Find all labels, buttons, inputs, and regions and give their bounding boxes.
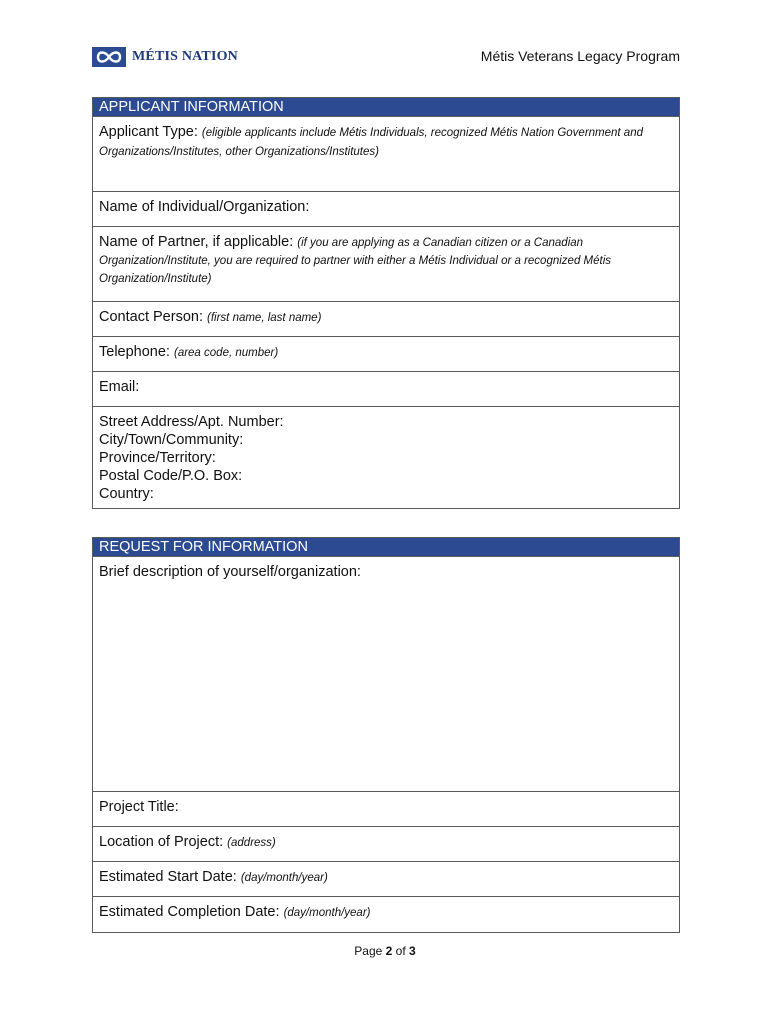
location-hint: (address) <box>227 837 276 849</box>
province-label: Province/Territory: <box>99 450 216 466</box>
partner-hint: (if you are applying as a Canadian citizen or a Canadian Organization/Institute, you are required to partner with either a Métis Individual or a recognized Métis Organization/Institute) <box>99 237 612 285</box>
page-number <box>0 944 770 958</box>
contact-label: Contact Person: <box>99 309 203 325</box>
telephone-label: Telephone: <box>99 344 170 360</box>
street-label: Street Address/Apt. Number: <box>99 414 284 430</box>
section-header: REQUEST FOR INFORMATION <box>93 538 679 557</box>
description-field[interactable] <box>93 557 679 792</box>
city-label: City/Town/Community: <box>99 432 244 448</box>
project-title-field[interactable] <box>93 792 679 827</box>
start-date-label: Estimated Start Date: <box>99 869 237 885</box>
partner-label: Name of Partner, if applicable: <box>99 234 294 250</box>
email-label: Email: <box>99 379 140 395</box>
request-for-information-section <box>92 537 680 933</box>
telephone-field[interactable] <box>93 337 679 372</box>
applicant-type-hint: (eligible applicants include Métis Individuals, recognized Métis Nation Government and Organizations/Institutes, other Organizations/Institutes) <box>99 127 643 158</box>
applicant-type-field[interactable] <box>93 117 679 192</box>
address-field[interactable] <box>93 407 679 508</box>
logo-text: MÉTIS NATION <box>132 49 238 64</box>
completion-date-hint: (day/month/year) <box>283 907 371 919</box>
page-word: Page <box>354 944 383 958</box>
contact-person-field[interactable] <box>93 302 679 337</box>
completion-date-field[interactable] <box>93 897 679 932</box>
telephone-hint: (area code, number) <box>173 347 279 359</box>
partner-field[interactable] <box>93 227 679 302</box>
name-field[interactable] <box>93 192 679 227</box>
name-label: Name of Individual/Organization: <box>99 199 310 215</box>
applicant-type-label: Applicant Type: <box>99 124 198 140</box>
section-header: APPLICANT INFORMATION <box>93 98 679 117</box>
applicant-information-section <box>92 97 680 509</box>
contact-hint: (first name, last name) <box>207 312 322 324</box>
program-title: Métis Veterans Legacy Program <box>480 48 680 64</box>
page-total: 3 <box>409 944 416 958</box>
postal-code-label: Postal Code/P.O. Box: <box>99 468 243 484</box>
project-title-label: Project Title: <box>99 799 179 815</box>
location-field[interactable] <box>93 827 679 862</box>
description-label: Brief description of yourself/organization: <box>99 564 361 580</box>
country-label: Country: <box>99 486 154 502</box>
infinity-icon <box>92 47 126 67</box>
page-current: 2 <box>385 944 393 958</box>
metis-nation-logo <box>92 47 238 67</box>
page-of: of <box>395 944 406 958</box>
start-date-field[interactable] <box>93 862 679 897</box>
completion-date-label: Estimated Completion Date: <box>99 904 280 920</box>
email-field[interactable] <box>93 372 679 407</box>
start-date-hint: (day/month/year) <box>240 872 328 884</box>
location-label: Location of Project: <box>99 834 224 850</box>
